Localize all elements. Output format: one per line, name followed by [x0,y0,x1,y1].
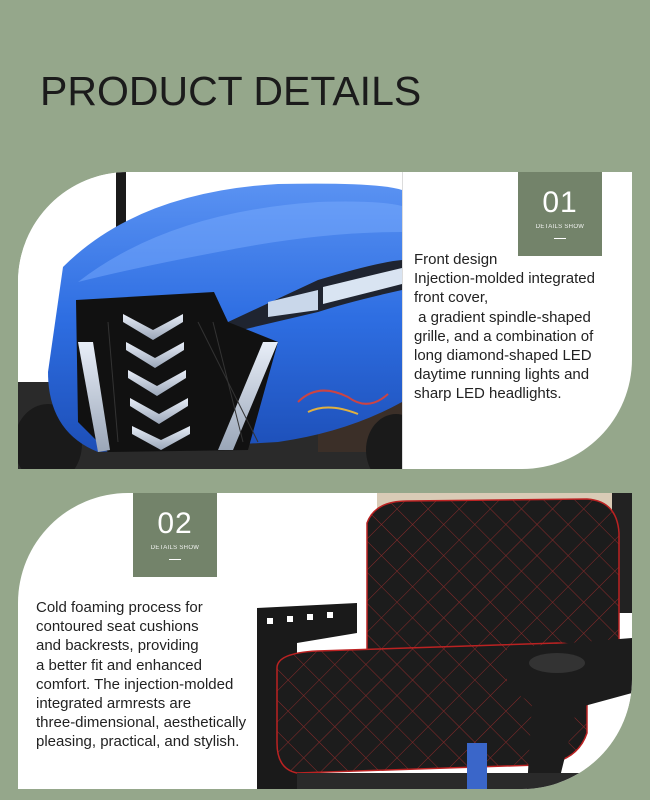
seat-photo [257,493,632,789]
detail-card-front-design [18,172,632,469]
section-badge [518,172,602,256]
section-description: Front design Injection-molded integrated front cover, a gradient spindle-shaped grille, and a combination of long diamond-shaped LED daytime running lights and sharp LED headlights. [414,251,595,403]
detail-card-seats [18,493,632,789]
front-grille-photo [18,172,402,469]
badge-label: DETAILS SHOW [150,545,200,551]
card-divider [402,172,403,469]
badge-dash [169,559,181,560]
section-badge [133,493,217,577]
section-description: Cold foaming process for contoured seat cushions and backrests, providing a better fit and enhanced comfort. The injection-molded integrated armrests are three-dimensional, aesthetically pleasing, practical, and stylish. [36,599,247,751]
section-number: 02 [157,507,193,540]
badge-dash [554,238,566,239]
section-number: 01 [542,186,578,219]
page-title: PRODUCT DETAILS [40,68,422,114]
badge-label: DETAILS SHOW [535,224,585,230]
